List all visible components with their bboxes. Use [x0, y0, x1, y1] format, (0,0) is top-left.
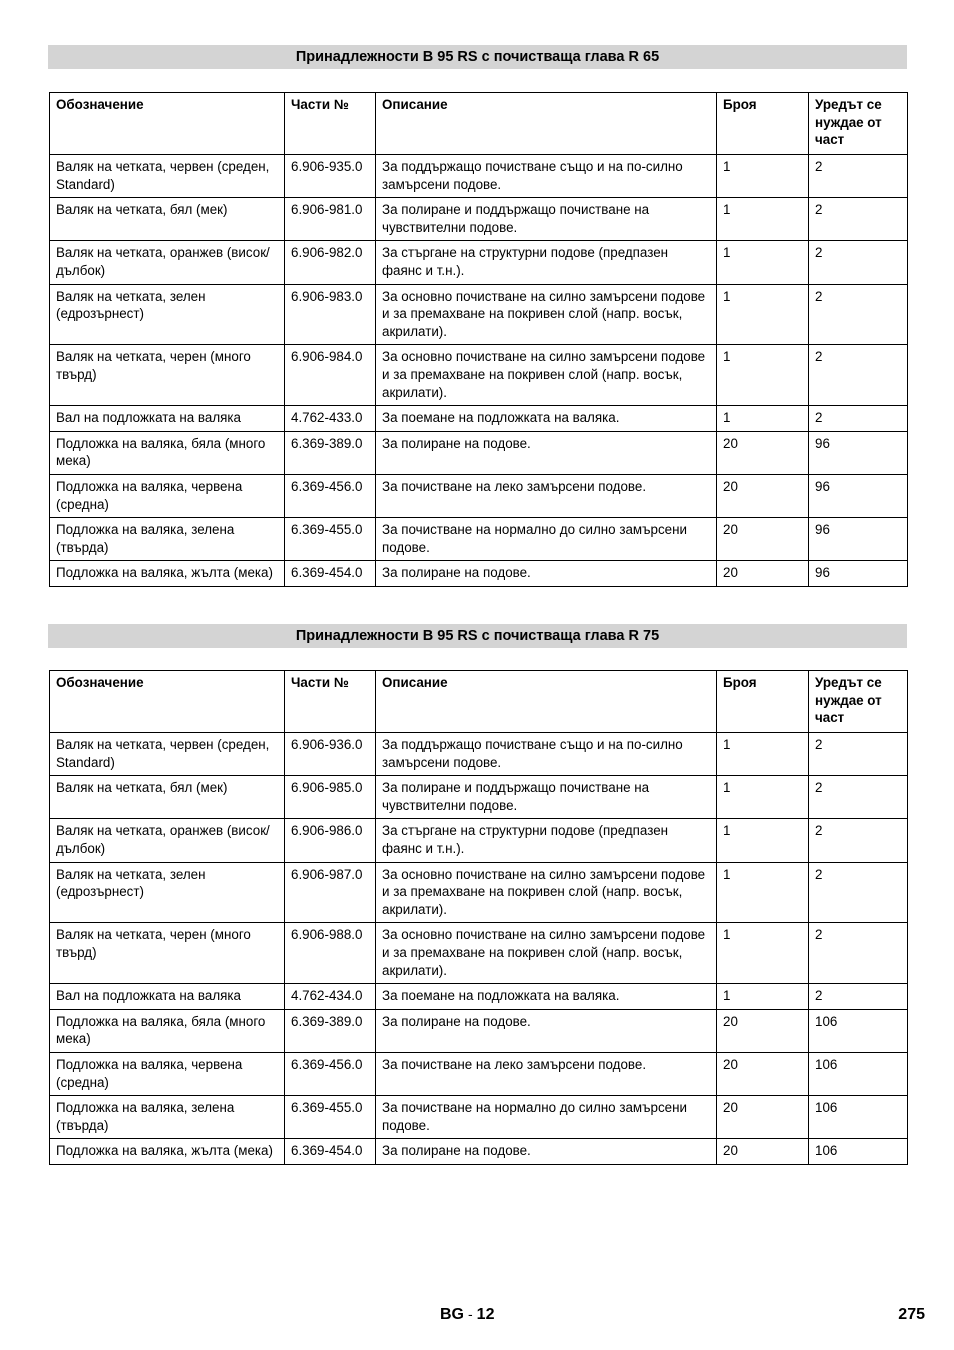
cell-description: За почистване на нормално до силно замърсени подове. [376, 1096, 717, 1139]
cell-required-quantity: 2 [809, 198, 908, 241]
cell-description: За поемане на подложката на валяка. [376, 406, 717, 432]
cell-description: За стъргане на структурни подове (предпазен фаянс и т.н.). [376, 241, 717, 284]
cell-required-quantity: 106 [809, 1096, 908, 1139]
header-part-number: Части № [285, 93, 376, 155]
cell-designation: Валяк на четката, червен (среден, Standard) [50, 733, 285, 776]
cell-part-number: 6.369-456.0 [285, 474, 376, 517]
cell-description: За полиране на подове. [376, 1139, 717, 1165]
cell-designation: Подложка на валяка, жълта (мека) [50, 561, 285, 587]
header-quantity: Броя [717, 671, 809, 733]
cell-required-quantity: 2 [809, 923, 908, 984]
cell-designation: Валяк на четката, червен (среден, Standard) [50, 155, 285, 198]
header-required-quantity: Уредът се нуждае от част [809, 93, 908, 155]
table-row [50, 733, 908, 776]
table-row [50, 923, 908, 984]
cell-quantity: 20 [717, 561, 809, 587]
cell-designation: Валяк на четката, оранжев (висок/дълбок) [50, 241, 285, 284]
cell-designation: Валяк на четката, бял (мек) [50, 198, 285, 241]
header-part-number: Части № [285, 671, 376, 733]
cell-quantity: 20 [717, 1009, 809, 1052]
cell-required-quantity: 106 [809, 1052, 908, 1095]
cell-part-number: 6.906-985.0 [285, 776, 376, 819]
page-number: 275 [898, 1306, 925, 1323]
table-row [50, 776, 908, 819]
cell-description: За основно почистване на силно замърсени подове и за премахване на покривен слой (напр. восък, акрилати). [376, 345, 717, 406]
cell-required-quantity: 2 [809, 733, 908, 776]
cell-designation: Вал на подложката на валяка [50, 984, 285, 1010]
cell-required-quantity: 106 [809, 1139, 908, 1165]
cell-required-quantity: 2 [809, 406, 908, 432]
cell-part-number: 6.369-454.0 [285, 1139, 376, 1165]
cell-designation: Валяк на четката, бял (мек) [50, 776, 285, 819]
cell-required-quantity: 96 [809, 518, 908, 561]
cell-part-number: 6.906-981.0 [285, 198, 376, 241]
cell-quantity: 1 [717, 776, 809, 819]
header-designation: Обозначение [50, 671, 285, 733]
table-row [50, 862, 908, 923]
header-designation: Обозначение [50, 93, 285, 155]
table-row [50, 1139, 908, 1165]
cell-required-quantity: 2 [809, 862, 908, 923]
cell-description: За стъргане на структурни подове (предпазен фаянс и т.н.). [376, 819, 717, 862]
cell-description: За поемане на подложката на валяка. [376, 984, 717, 1010]
cell-part-number: 4.762-433.0 [285, 406, 376, 432]
header-required-quantity: Уредът се нуждае от част [809, 671, 908, 733]
section-title: Принадлежности B 95 RS с почистваща глава R 65 [48, 45, 907, 69]
table-row [50, 1009, 908, 1052]
cell-quantity: 20 [717, 431, 809, 474]
cell-part-number: 6.369-389.0 [285, 1009, 376, 1052]
cell-required-quantity: 2 [809, 345, 908, 406]
cell-quantity: 1 [717, 733, 809, 776]
cell-designation: Подложка на валяка, червена (средна) [50, 1052, 285, 1095]
footer-section-page [440, 1306, 494, 1324]
footer-separator: - [468, 1306, 473, 1322]
cell-quantity: 20 [717, 474, 809, 517]
cell-description: За основно почистване на силно замърсени подове и за премахване на покривен слой (напр. восък, акрилати). [376, 923, 717, 984]
table-row [50, 984, 908, 1010]
table-row [50, 561, 908, 587]
cell-part-number: 6.906-982.0 [285, 241, 376, 284]
cell-designation: Подложка на валяка, жълта (мека) [50, 1139, 285, 1165]
cell-description: За поддържащо почистване също и на по-силно замърсени подове. [376, 155, 717, 198]
cell-description: За основно почистване на силно замърсени подове и за премахване на покривен слой (напр. восък, акрилати). [376, 862, 717, 923]
cell-designation: Валяк на четката, оранжев (висок/дълбок) [50, 819, 285, 862]
cell-part-number: 6.906-935.0 [285, 155, 376, 198]
cell-designation: Подложка на валяка, бяла (много мека) [50, 431, 285, 474]
cell-quantity: 1 [717, 862, 809, 923]
cell-part-number: 6.369-455.0 [285, 518, 376, 561]
cell-description: За полиране и поддържащо почистване на чувствителни подове. [376, 776, 717, 819]
table-row [50, 241, 908, 284]
cell-quantity: 20 [717, 518, 809, 561]
footer-section-page-number: 12 [476, 1306, 495, 1323]
cell-required-quantity: 2 [809, 819, 908, 862]
cell-required-quantity: 106 [809, 1009, 908, 1052]
cell-designation: Валяк на четката, черен (много твърд) [50, 923, 285, 984]
cell-required-quantity: 2 [809, 776, 908, 819]
accessories-section-r75 [48, 624, 907, 1165]
cell-designation: Вал на подложката на валяка [50, 406, 285, 432]
cell-quantity: 1 [717, 984, 809, 1010]
table-row [50, 345, 908, 406]
cell-description: За основно почистване на силно замърсени подове и за премахване на покривен слой (напр. восък, акрилати). [376, 284, 717, 345]
section-title: Принадлежности B 95 RS с почистваща глава R 75 [48, 624, 907, 648]
table-row [50, 431, 908, 474]
cell-designation: Валяк на четката, зелен (едрозърнест) [50, 284, 285, 345]
cell-description: За почистване на леко замърсени подове. [376, 1052, 717, 1095]
cell-part-number: 6.369-456.0 [285, 1052, 376, 1095]
cell-designation: Подложка на валяка, зелена (твърда) [50, 518, 285, 561]
cell-required-quantity: 96 [809, 431, 908, 474]
cell-quantity: 1 [717, 923, 809, 984]
table-header-row [50, 671, 908, 733]
cell-description: За полиране на подове. [376, 1009, 717, 1052]
cell-designation: Подложка на валяка, червена (средна) [50, 474, 285, 517]
cell-part-number: 6.906-983.0 [285, 284, 376, 345]
cell-quantity: 1 [717, 345, 809, 406]
cell-required-quantity: 96 [809, 474, 908, 517]
cell-quantity: 1 [717, 198, 809, 241]
cell-part-number: 6.369-454.0 [285, 561, 376, 587]
cell-part-number: 4.762-434.0 [285, 984, 376, 1010]
table-row [50, 819, 908, 862]
cell-quantity: 1 [717, 406, 809, 432]
cell-designation: Валяк на четката, черен (много твърд) [50, 345, 285, 406]
cell-quantity: 1 [717, 241, 809, 284]
table-row [50, 155, 908, 198]
table-row [50, 1096, 908, 1139]
cell-part-number: 6.906-984.0 [285, 345, 376, 406]
cell-part-number: 6.369-455.0 [285, 1096, 376, 1139]
cell-part-number: 6.906-936.0 [285, 733, 376, 776]
table-header-row [50, 93, 908, 155]
table-row [50, 474, 908, 517]
cell-designation: Валяк на четката, зелен (едрозърнест) [50, 862, 285, 923]
table-row [50, 284, 908, 345]
cell-description: За поддържащо почистване също и на по-силно замърсени подове. [376, 733, 717, 776]
table-row [50, 518, 908, 561]
cell-quantity: 20 [717, 1139, 809, 1165]
header-description: Описание [376, 671, 717, 733]
table-row [50, 198, 908, 241]
table-row [50, 406, 908, 432]
cell-quantity: 20 [717, 1052, 809, 1095]
cell-description: За полиране на подове. [376, 431, 717, 474]
table-row [50, 1052, 908, 1095]
cell-required-quantity: 2 [809, 984, 908, 1010]
cell-required-quantity: 2 [809, 155, 908, 198]
cell-description: За почистване на нормално до силно замърсени подове. [376, 518, 717, 561]
cell-part-number: 6.906-988.0 [285, 923, 376, 984]
accessories-table [49, 92, 908, 587]
cell-designation: Подложка на валяка, бяла (много мека) [50, 1009, 285, 1052]
cell-required-quantity: 96 [809, 561, 908, 587]
cell-required-quantity: 2 [809, 284, 908, 345]
header-quantity: Броя [717, 93, 809, 155]
cell-description: За полиране на подове. [376, 561, 717, 587]
cell-quantity: 1 [717, 819, 809, 862]
cell-quantity: 1 [717, 284, 809, 345]
cell-part-number: 6.369-389.0 [285, 431, 376, 474]
accessories-section-r65 [48, 45, 907, 587]
cell-quantity: 20 [717, 1096, 809, 1139]
accessories-table [49, 670, 908, 1165]
cell-description: За полиране и поддържащо почистване на чувствителни подове. [376, 198, 717, 241]
header-description: Описание [376, 93, 717, 155]
cell-description: За почистване на леко замърсени подове. [376, 474, 717, 517]
cell-quantity: 1 [717, 155, 809, 198]
cell-designation: Подложка на валяка, зелена (твърда) [50, 1096, 285, 1139]
cell-part-number: 6.906-986.0 [285, 819, 376, 862]
cell-part-number: 6.906-987.0 [285, 862, 376, 923]
cell-required-quantity: 2 [809, 241, 908, 284]
footer-language: BG [440, 1306, 464, 1323]
